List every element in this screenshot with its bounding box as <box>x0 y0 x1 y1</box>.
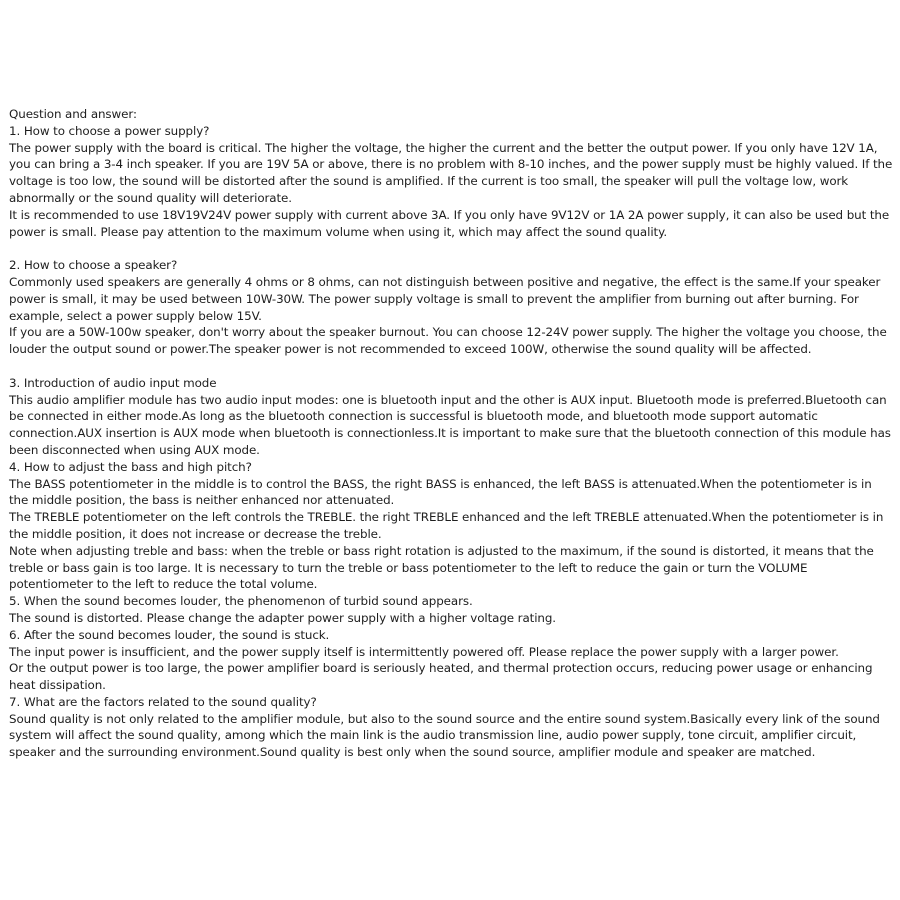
question-4-title: 4. How to adjust the bass and high pitch? <box>9 459 252 474</box>
question-1-title: 1. How to choose a power supply? <box>9 123 210 138</box>
answer-3-paragraph-1: This audio amplifier module has two audio input modes: one is bluetooth input and the other is AUX input. Bluetooth mode is preferred.Bluetooth can be connected in either mode.As long as the bluetooth connection is successful is bluetooth mode, and bluetooth mode support automatic connection.AUX insertion is AUX mode when bluetooth is connectionless.It is important to make sure that the bluetooth connection of this module has been disconnected when using AUX mode. <box>9 392 891 457</box>
document-heading: Question and answer: <box>9 107 137 121</box>
answer-6-paragraph-1: The input power is insufficient, and the power supply itself is intermittently powered off. Please replace the power supply with a larger power. <box>9 644 839 659</box>
answer-2-paragraph-2: If you are a 50W-100w speaker, don't worry about the speaker burnout. You can choose 12-24V power supply. The higher the voltage you choose, the louder the output sound or power.The speaker power is not recommended to exceed 100W, otherwise the sound quality will be affected. <box>9 325 887 357</box>
faq-document <box>9 106 893 761</box>
spacer <box>9 240 893 257</box>
question-7-title: 7. What are the factors related to the sound quality? <box>9 694 317 709</box>
answer-4-paragraph-3: Note when adjusting treble and bass: when the treble or bass right rotation is adjusted to the maximum, if the sound is distorted, it means that the treble or bass gain is too large. It is necessary to turn the treble or bass potentiometer to the left to reduce the gain or turn the VOLUME potentiometer to the left to reduce the total volume. <box>9 543 874 592</box>
question-3-title: 3. Introduction of audio input mode <box>9 375 217 390</box>
question-5-title: 5. When the sound becomes louder, the phenomenon of turbid sound appears. <box>9 594 473 609</box>
answer-4-paragraph-1: The BASS potentiometer in the middle is to control the BASS, the right BASS is enhanced, the left BASS is attenuated.When the potentiometer is in the middle position, the bass is neither enhanced nor attenuated. <box>9 476 872 508</box>
answer-4-paragraph-2: The TREBLE potentiometer on the left controls the TREBLE. the right TREBLE enhanced and the left TREBLE attenuated.When the potentiometer is in the middle position, it does not increase or decrease the treble. <box>9 510 884 541</box>
answer-2-paragraph-1: Commonly used speakers are generally 4 ohms or 8 ohms, can not distinguish between positive and negative, the effect is the same.If your speaker power is small, it may be used between 10W-30W. The power supply voltage is small to prevent the amplifier from burning out after burning. For example, select a power supply below 15V. <box>9 274 881 323</box>
question-6-title: 6. After the sound becomes louder, the sound is stuck. <box>9 627 330 642</box>
answer-1-paragraph-1: The power supply with the board is critical. The higher the voltage, the higher the current and the better the output power. If you only have 12V 1A, you can bring a 3-4 inch speaker. If you are 19V 5A or above, there is no problem with 8-10 inches, and the power supply must be highly valued. If the voltage is too low, the sound will be distorted after the sound is amplified. If the current is too small, the speaker will pull the voltage low, work abnormally or the sound quality will deteriorate. <box>9 140 893 205</box>
answer-1-paragraph-2: It is recommended to use 18V19V24V power supply with current above 3A. If you only have 9V12V or 1A 2A power supply, it can also be used but the power is small. Please pay attention to the maximum volume when using it, which may affect the sound quality. <box>9 207 890 239</box>
spacer <box>9 358 893 375</box>
answer-5-paragraph-1: The sound is distorted. Please change the adapter power supply with a higher voltage rating. <box>9 610 556 625</box>
answer-6-paragraph-2: Or the output power is too large, the power amplifier board is seriously heated, and thermal protection occurs, reducing power usage or enhancing heat dissipation. <box>9 661 873 693</box>
answer-7-paragraph-1: Sound quality is not only related to the amplifier module, but also to the sound source and the entire sound system.Basically every link of the sound system will affect the sound quality, among which the main link is the audio transmission line, audio power supply, tone circuit, amplifier circuit, speaker and the surrounding environment.Sound quality is best only when the sound source, amplifier module and speaker are matched. <box>9 711 880 760</box>
question-2-title: 2. How to choose a speaker? <box>9 258 178 273</box>
